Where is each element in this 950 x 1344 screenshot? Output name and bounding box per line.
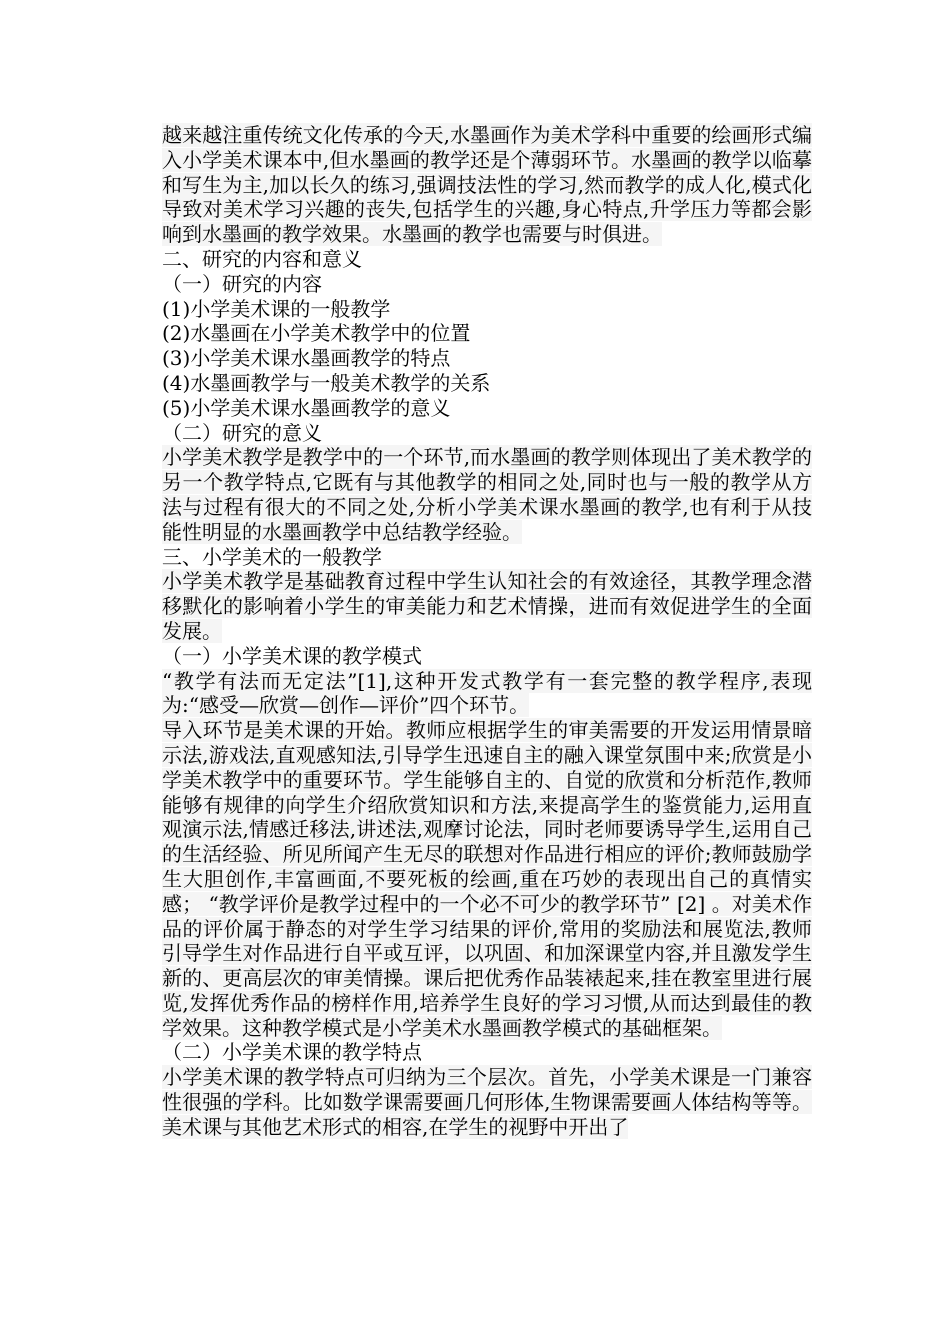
list-item: (1)小学美术课的一般教学 — [162, 296, 391, 321]
list-item: (2)水墨画在小学美术教学中的位置 — [162, 321, 471, 346]
model-detail-paragraph: 导入环节是美术课的开始。教师应根据学生的审美需要的开发运用情景暗示法,游戏法,直观感知法,引导学生迅速自主的融入课堂氛围中来;欣赏是小学美术教学中的重要环节。学生能够自主的、自觉的欣赏和分析范作,教师能够有规律的向学生介绍欣赏知识和方法,来提高学生的鉴赏能力,运用直观演示法,情感迁移法,讲述法,观摩讨论法，同时老师要诱导学生,运用自己的生活经验、所见所闻产生无尽的联想对作品进行相应的评价;教师鼓励学生大胆创作,丰富画面,不要死板的绘画,重在巧妙的表现出自己的真情实感； “教学评价是教学过程中的一个必不可少的教学环节” [2] 。对美术作品的评价属于静态的对学生学习结果的评价,常用的奖励法和展览法,教师引导学生对作品进行自平或互评，以巩固、和加深课堂内容,并且激发学生新的、更高层次的审美情操。课后把优秀作品装裱起来,挂在教室里进行展览,发挥优秀作品的榜样作用,培养学生良好的学习习惯,从而达到最佳的教学效果。这种教学模式是小学美术水墨画教学模式的基础框架。 — [162, 718, 812, 1040]
intro-paragraph: 越来越注重传统文化传承的今天,水墨画作为美术学科中重要的绘画形式编入小学美术课本中,但水墨画的教学还是个薄弱环节。水墨画的教学以临摹和写生为主,加以长久的练习,强调技法性的学习,然而教学的成人化,模式化导致对美术学习兴趣的丧失,包括学生的兴趣,身心特点,升学压力等都会影响到水墨画的教学效果。水墨画的教学也需要与时俱进。 — [162, 123, 812, 247]
section-heading-3: 三、小学美术的一般教学 — [162, 544, 382, 569]
list-item: (4)水墨画教学与一般美术教学的关系 — [162, 370, 491, 395]
general-teaching-paragraph: 小学美术教学是基础教育过程中学生认知社会的有效途径，其教学理念潜移默化的影响着小学生的审美能力和艺术情操，进而有效促进学生的全面发展。 — [162, 569, 812, 643]
list-item: (3)小学美术课水墨画教学的特点 — [162, 346, 451, 371]
significance-paragraph: 小学美术教学是教学中的一个环节,而水墨画的教学则体现出了美术教学的另一个教学特点,它既有与其他教学的相同之处,同时也与一般的教学从方法与过程有很大的不同之处,分析小学美术课水墨画的教学,也有利于从技能性明显的水墨画教学中总结教学经验。 — [162, 445, 812, 544]
subsection-heading-significance: （二）研究的意义 — [162, 420, 322, 445]
section-heading-2: 二、研究的内容和意义 — [162, 246, 362, 271]
subsection-heading-features: （二）小学美术课的教学特点 — [162, 1040, 422, 1065]
subsection-heading-model: （一）小学美术课的教学模式 — [162, 643, 422, 668]
model-quote-paragraph: “教学有法而无定法”[1],这种开发式教学有一套完整的教学程序,表现为:“感受—欣赏—创作—评价”四个环节。 — [162, 668, 812, 718]
list-item: (5)小学美术课水墨画教学的意义 — [162, 395, 451, 420]
features-paragraph: 小学美术课的教学特点可归纳为三个层次。首先，小学美术课是一门兼容性很强的学科。比如数学课需要画几何形体,生物课需要画人体结构等等。美术课与其他艺术形式的相容,在学生的视野中开出了 — [162, 1065, 812, 1139]
document-body — [162, 123, 812, 1140]
subsection-heading-content: （一）研究的内容 — [162, 271, 322, 296]
